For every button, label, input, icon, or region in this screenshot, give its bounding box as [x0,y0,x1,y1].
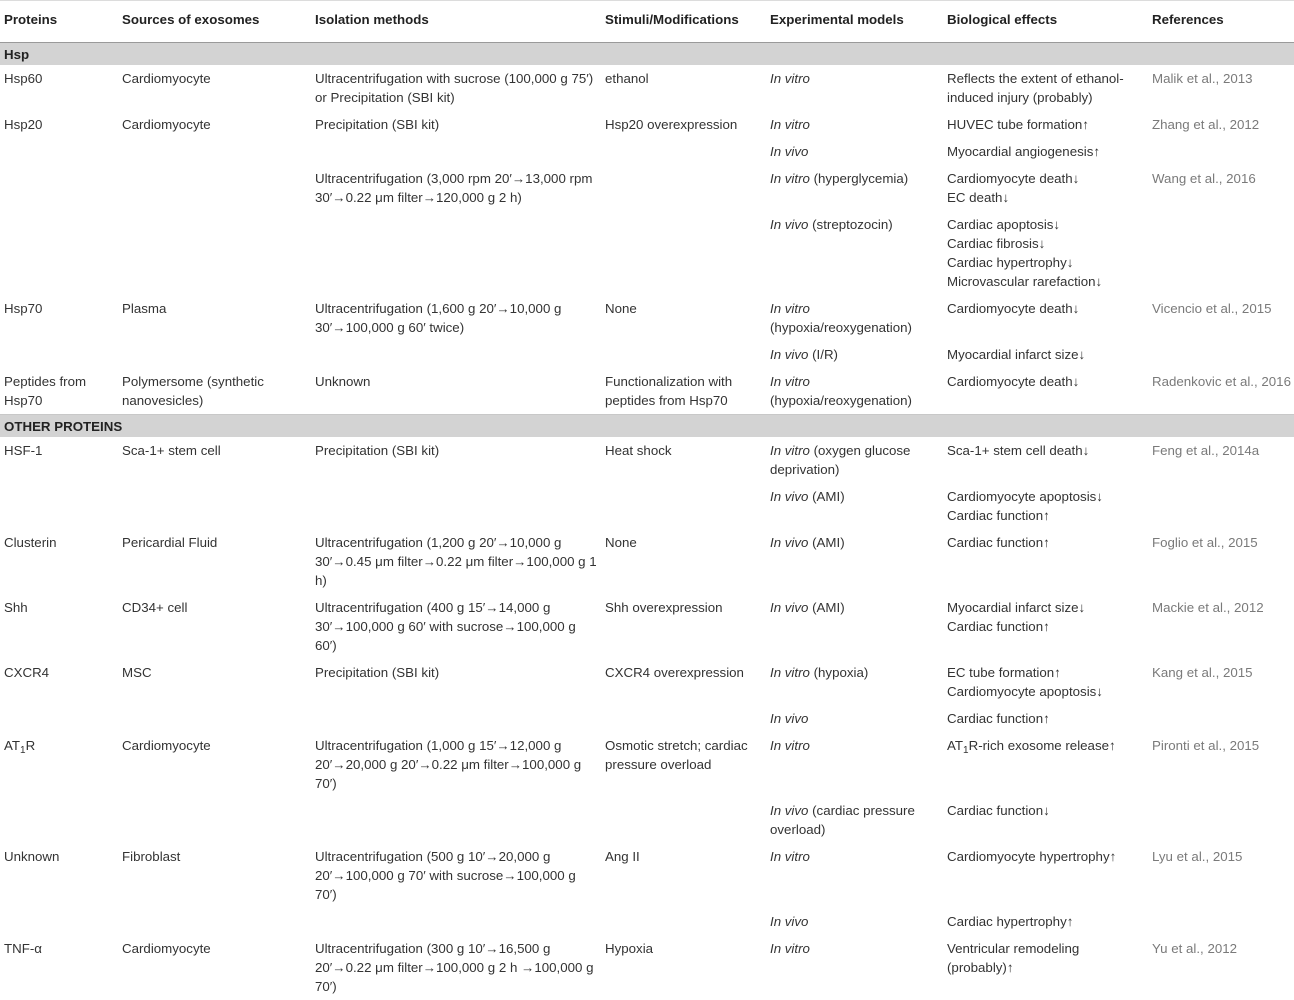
effects-cell [943,529,1148,594]
stimuli-cell: Functionalization with peptides from Hsp70 [601,368,766,415]
protein-cell [0,908,118,935]
model-cell [766,705,943,732]
effect-line: HUVEC tube formation↑ [947,115,1144,134]
effect-line: EC tube formation↑ [947,663,1144,682]
effects-cell [943,165,1148,211]
isolation-cell: Ultracentrifugation (1,200 g 20′→10,000 g 30′→0.45 μm filter→0.22 μm filter→100,000 g 1 h) [311,529,601,594]
protein-cell [0,138,118,165]
model-cell [766,111,943,138]
table-row [0,594,1294,659]
model-type: In vivo [770,144,808,159]
isolation-cell: Precipitation (SBI kit) [311,437,601,483]
model-type: In vitro [770,374,810,389]
model-type: In vitro [770,71,810,86]
source-cell: Pericardial Fluid [118,529,311,594]
source-cell [118,797,311,843]
table-row [0,65,1294,111]
model-type: In vitro [770,849,810,864]
reference-link[interactable] [1148,908,1294,935]
section-title: Hsp [0,43,1294,66]
model-cell [766,908,943,935]
isolation-cell [311,705,601,732]
isolation-cell [311,797,601,843]
model-type: In vitro [770,738,810,753]
table-row [0,935,1294,1000]
stimuli-cell [601,705,766,732]
protein-cell: Hsp70 [0,295,118,341]
header-row [0,1,1294,43]
source-cell: Polymersome (synthetic nanovesicles) [118,368,311,415]
protein-cell [0,483,118,529]
source-cell [118,138,311,165]
model-detail: (hyperglycemia) [810,171,908,186]
stimuli-cell [601,138,766,165]
protein-cell [0,797,118,843]
effect-line: Cardiac hypertrophy↑ [947,912,1144,931]
protein-cell: Hsp60 [0,65,118,111]
model-type: In vitro [770,941,810,956]
stimuli-cell [601,211,766,295]
protein-cell: Peptides from Hsp70 [0,368,118,415]
effects-cell [943,935,1148,1000]
effect-line: Myocardial infarct size↓ [947,345,1144,364]
header-models: Experimental models [766,1,943,43]
section-title: OTHER PROTEINS [0,415,1294,438]
model-cell [766,935,943,1000]
effect-line: Cardiomyocyte death↓ [947,169,1144,188]
reference-link[interactable] [1148,705,1294,732]
model-cell [766,843,943,908]
effects-cell [943,295,1148,341]
stimuli-cell [601,797,766,843]
source-cell: Cardiomyocyte [118,65,311,111]
protein-cell: Shh [0,594,118,659]
model-detail: (I/R) [808,347,838,362]
subscript-1: 1 [963,745,969,756]
effects-cell [943,341,1148,368]
reference-link[interactable]: Malik et al., 2013 [1148,65,1294,111]
table-row [0,111,1294,138]
stimuli-cell [601,341,766,368]
model-detail: (hypoxia) [810,665,868,680]
model-type: In vitro [770,301,810,316]
protein-cell [0,165,118,211]
table-row [0,705,1294,732]
table-row [0,211,1294,295]
table-row [0,437,1294,483]
model-cell [766,594,943,659]
isolation-cell [311,483,601,529]
reference-link[interactable] [1148,483,1294,529]
isolation-cell: Precipitation (SBI kit) [311,659,601,705]
model-detail: (AMI) [808,535,844,550]
model-cell [766,797,943,843]
protein-cell [0,705,118,732]
model-detail: (oxygen glucose deprivation) [770,443,910,477]
model-detail: (AMI) [808,489,844,504]
header-stimuli: Stimuli/Modifications [601,1,766,43]
model-type: In vivo [770,535,808,550]
effects-cell [943,843,1148,908]
model-cell [766,437,943,483]
table-row [0,659,1294,705]
protein-cell: TNF-α [0,935,118,1000]
stimuli-cell: None [601,295,766,341]
model-type: In vivo [770,600,808,615]
table-row [0,341,1294,368]
effects-cell [943,594,1148,659]
model-cell [766,483,943,529]
reference-link[interactable] [1148,211,1294,295]
source-cell: Plasma [118,295,311,341]
reference-link[interactable] [1148,138,1294,165]
table-row [0,529,1294,594]
source-cell: Fibroblast [118,843,311,908]
model-detail: (AMI) [808,600,844,615]
model-cell [766,341,943,368]
effect-line: Ventricular remodeling (probably)↑ [947,939,1144,977]
effect-line: Cardiac hypertrophy↓ [947,253,1144,272]
isolation-cell [311,908,601,935]
effects-cell [943,483,1148,529]
effects-cell [943,138,1148,165]
model-cell [766,659,943,705]
table-row [0,797,1294,843]
model-cell [766,529,943,594]
effects-cell [943,659,1148,705]
isolation-cell: Ultracentrifugation (500 g 10′→20,000 g 20′→100,000 g 70′ with sucrose→100,000 g 70′) [311,843,601,908]
header-references: References [1148,1,1294,43]
header-effects: Biological effects [943,1,1148,43]
table-row [0,483,1294,529]
effect-line: Myocardial angiogenesis↑ [947,142,1144,161]
effects-cell [943,65,1148,111]
source-cell [118,211,311,295]
model-type: In vitro [770,665,810,680]
model-cell [766,65,943,111]
header-isolation: Isolation methods [311,1,601,43]
model-type: In vitro [770,171,810,186]
model-cell [766,211,943,295]
table-row [0,165,1294,211]
isolation-cell: Ultracentrifugation (1,600 g 20′→10,000 g 30′→100,000 g 60′ twice) [311,295,601,341]
reference-link[interactable]: Mackie et al., 2012 [1148,594,1294,659]
reference-link[interactable]: Vicencio et al., 2015 [1148,295,1294,341]
isolation-cell: Ultracentrifugation (300 g 10′→16,500 g 20′→0.22 μm filter→100,000 g 2 h →100,000 g 70′) [311,935,601,1000]
model-type: In vivo [770,914,808,929]
effects-cell [943,705,1148,732]
effect-line: Microvascular rarefaction↓ [947,272,1144,291]
subscript-1: 1 [20,745,26,756]
isolation-cell [311,341,601,368]
reference-link[interactable]: Zhang et al., 2012 [1148,111,1294,138]
model-type: In vivo [770,347,808,362]
effects-cell [943,368,1148,415]
effect-line: Cardiac apoptosis↓ [947,215,1144,234]
stimuli-cell: Shh overexpression [601,594,766,659]
protein-cell: Hsp20 [0,111,118,138]
source-cell: Sca-1+ stem cell [118,437,311,483]
stimuli-cell: CXCR4 overexpression [601,659,766,705]
effect-line: Cardiac function↓ [947,801,1144,820]
effect-line: Myocardial infarct size↓ [947,598,1144,617]
protein-cell: CXCR4 [0,659,118,705]
table-body [0,43,1294,1000]
effects-cell [943,732,1148,797]
source-cell: Cardiomyocyte [118,732,311,797]
stimuli-cell [601,483,766,529]
table-row [0,908,1294,935]
header-sources: Sources of exosomes [118,1,311,43]
effect-line: Reflects the extent of ethanol-induced injury (probably) [947,69,1144,107]
protein-cell [0,211,118,295]
stimuli-cell: Heat shock [601,437,766,483]
stimuli-cell [601,165,766,211]
stimuli-cell: Osmotic stretch; cardiac pressure overload [601,732,766,797]
protein-cell: Clusterin [0,529,118,594]
source-cell [118,165,311,211]
reference-link[interactable]: Kang et al., 2015 [1148,659,1294,705]
effects-cell [943,797,1148,843]
isolation-cell: Precipitation (SBI kit) [311,111,601,138]
model-cell [766,165,943,211]
model-type: In vivo [770,711,808,726]
table-row [0,295,1294,341]
reference-link[interactable]: Foglio et al., 2015 [1148,529,1294,594]
effects-cell [943,111,1148,138]
effect-line: Cardiomyocyte hypertrophy↑ [947,847,1144,866]
effect-line: Cardiac function↑ [947,617,1144,636]
model-cell [766,368,943,415]
reference-link[interactable] [1148,797,1294,843]
isolation-cell [311,138,601,165]
model-detail: (cardiac pressure overload) [770,803,915,837]
model-detail: (hypoxia/reoxygenation) [770,320,912,335]
reference-link[interactable]: Pironti et al., 2015 [1148,732,1294,797]
effects-cell [943,437,1148,483]
stimuli-cell: None [601,529,766,594]
effect-line: Cardiac function↑ [947,533,1144,552]
model-type: In vivo [770,803,808,818]
effect-line: Cardiomyocyte apoptosis↓ [947,682,1144,701]
model-cell [766,138,943,165]
header-proteins: Proteins [0,1,118,43]
stimuli-cell: ethanol [601,65,766,111]
effect-line: Cardiac function↑ [947,709,1144,728]
reference-link[interactable]: Wang et al., 2016 [1148,165,1294,211]
reference-link[interactable]: Yu et al., 2012 [1148,935,1294,1000]
table-header [0,1,1294,43]
isolation-cell: Ultracentrifugation with sucrose (100,000 g 75′) or Precipitation (SBI kit) [311,65,601,111]
model-detail: (streptozocin) [808,217,892,232]
stimuli-cell: Ang II [601,843,766,908]
stimuli-cell: Hsp20 overexpression [601,111,766,138]
source-cell: Cardiomyocyte [118,935,311,1000]
effect-line: Sca-1+ stem cell death↓ [947,441,1144,460]
source-cell [118,341,311,368]
effect-line: Cardiomyocyte death↓ [947,299,1144,318]
isolation-cell: Ultracentrifugation (400 g 15′→14,000 g 30′→100,000 g 60′ with sucrose→100,000 g 60′) [311,594,601,659]
model-type: In vivo [770,217,808,232]
reference-link[interactable]: Lyu et al., 2015 [1148,843,1294,908]
protein-cell [0,341,118,368]
source-cell: Cardiomyocyte [118,111,311,138]
isolation-cell [311,211,601,295]
source-cell [118,908,311,935]
isolation-cell: Ultracentrifugation (1,000 g 15′→12,000 g 20′→20,000 g 20′→0.22 μm filter→100,000 g 70′) [311,732,601,797]
stimuli-cell [601,908,766,935]
table-row [0,843,1294,908]
section-row [0,415,1294,438]
table-row [0,732,1294,797]
isolation-cell: Unknown [311,368,601,415]
protein-cell: Unknown [0,843,118,908]
reference-link[interactable] [1148,341,1294,368]
source-cell [118,483,311,529]
effect-line: Cardiomyocyte death↓ [947,372,1144,391]
section-row [0,43,1294,66]
effect-line: Cardiomyocyte apoptosis↓ [947,487,1144,506]
reference-link[interactable]: Feng et al., 2014a [1148,437,1294,483]
model-type: In vitro [770,117,810,132]
effect-line: EC death↓ [947,188,1144,207]
effects-cell [943,908,1148,935]
protein-cell: $AT_1R$ [0,732,118,797]
effects-cell [943,211,1148,295]
reference-link[interactable]: Radenkovic et al., 2016 [1148,368,1294,415]
source-cell: MSC [118,659,311,705]
effect-line: Cardiac fibrosis↓ [947,234,1144,253]
source-cell: CD34+ cell [118,594,311,659]
effect-line: $AT_1R$-rich exosome release↑ [947,736,1144,760]
table-row [0,368,1294,415]
model-type: In vivo [770,489,808,504]
source-cell [118,705,311,732]
model-detail: (hypoxia/reoxygenation) [770,393,912,408]
isolation-cell: Ultracentrifugation (3,000 rpm 20′→13,000 rpm 30′→0.22 μm filter→120,000 g 2 h) [311,165,601,211]
effect-line: Cardiac function↑ [947,506,1144,525]
model-cell [766,732,943,797]
model-type: In vitro [770,443,810,458]
model-cell [766,295,943,341]
protein-cell: HSF-1 [0,437,118,483]
stimuli-cell: Hypoxia [601,935,766,1000]
table-row [0,138,1294,165]
